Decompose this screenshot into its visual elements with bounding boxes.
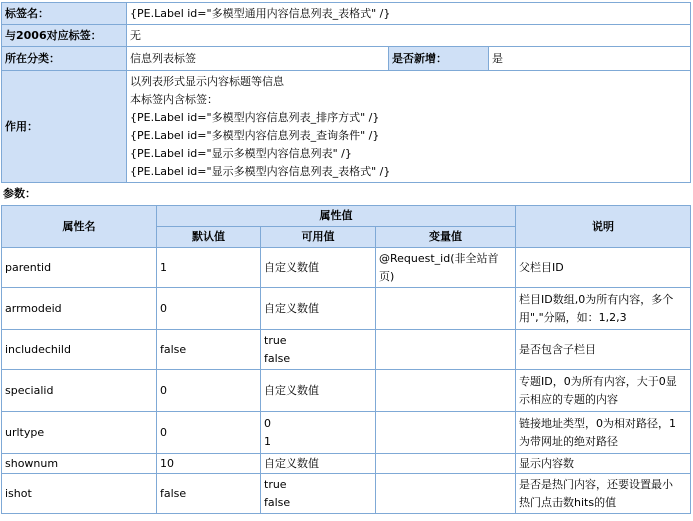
purpose-line: 本标签内含标签： [130, 92, 218, 106]
param-desc-cell-line: 显示内容数 [519, 456, 575, 470]
param-desc-cell [516, 454, 691, 474]
param-name-cell: urltype [2, 412, 157, 454]
param-allowed-cell [261, 288, 376, 330]
param-variable-cell [376, 288, 516, 330]
param-desc-cell-line: 是否包含子栏目 [519, 342, 597, 356]
param-name-cell: shownum [2, 454, 157, 474]
param-row [2, 248, 691, 288]
purpose-label: 作用： [2, 71, 127, 183]
param-allowed-cell-line: 自定义数值 [264, 260, 319, 274]
param-variable-cell [376, 248, 516, 288]
param-allowed-cell [261, 248, 376, 288]
param-allowed-cell [261, 370, 376, 412]
param-row [2, 454, 691, 474]
param-desc-cell-line: 栏目ID数组,0为所有内容，多个 [519, 292, 674, 306]
is-new-label: 是否新增： [389, 47, 489, 71]
category-value: 信息列表标签 [127, 47, 389, 71]
param-desc-cell-line: 是否是热门内容，还要设置最小 [519, 477, 674, 491]
purpose-line: {PE.Label id="多模型内容信息列表_查询条件" /} [130, 128, 380, 142]
compat-tag-value: 无 [127, 25, 691, 47]
tag-name-value: {PE.Label id="多模型通用内容信息列表_表格式" /} [127, 3, 691, 25]
purpose-line: {PE.Label id="显示多模型内容信息列表_表格式" /} [130, 164, 391, 178]
param-desc-cell-line: 用","分隔，如：1,2,3 [519, 310, 627, 324]
param-desc-cell [516, 330, 691, 370]
param-name-cell: ishot [2, 474, 157, 514]
param-variable-cell-line: @Request_id(非全站首 [379, 251, 499, 265]
param-name-cell: includechild [2, 330, 157, 370]
param-variable-cell [376, 412, 516, 454]
param-variable-cell [376, 454, 516, 474]
param-default-cell: 0 [157, 412, 261, 454]
param-allowed-cell-line: true [264, 477, 287, 491]
category-label: 所在分类： [2, 47, 127, 71]
param-desc-cell-line: 示相应的专题的内容 [519, 392, 619, 406]
param-desc-cell-line: 为带网址的绝对路径 [519, 434, 619, 448]
param-default-cell: 1 [157, 248, 261, 288]
tag-info-table [1, 2, 691, 183]
header-value-group: 属性值 [157, 206, 516, 227]
purpose-value [127, 71, 691, 183]
param-row [2, 412, 691, 454]
compat-tag-label: 与2006对应标签： [2, 25, 127, 47]
param-name-cell: specialid [2, 370, 157, 412]
purpose-line: 以列表形式显示内容标题等信息 [130, 74, 284, 88]
param-allowed-cell [261, 330, 376, 370]
param-desc-cell [516, 370, 691, 412]
header-desc: 说明 [516, 206, 691, 248]
param-desc-cell-line: 父栏目ID [519, 260, 564, 274]
purpose-line: {PE.Label id="多模型内容信息列表_排序方式" /} [130, 110, 380, 124]
params-title: 参数： [3, 187, 36, 200]
param-allowed-cell [261, 474, 376, 514]
param-desc-cell [516, 248, 691, 288]
param-name-cell: arrmodeid [2, 288, 157, 330]
params-table [1, 205, 691, 514]
param-allowed-cell-line: 0 [264, 416, 271, 430]
param-allowed-cell-line: 自定义数值 [264, 301, 319, 315]
param-allowed-cell-line: true [264, 333, 287, 347]
param-variable-cell [376, 474, 516, 514]
param-default-cell: false [157, 330, 261, 370]
header-default: 默认值 [157, 227, 261, 248]
tag-name-label: 标签名： [2, 3, 127, 25]
param-desc-cell [516, 412, 691, 454]
param-variable-cell-line: 页) [379, 269, 395, 283]
param-default-cell: 10 [157, 454, 261, 474]
param-desc-cell-line: 热门点击数hits的值 [519, 495, 617, 509]
purpose-line: {PE.Label id="显示多模型内容信息列表" /} [130, 146, 352, 160]
param-desc-cell-line: 链接地址类型，0为相对路径，1 [519, 416, 677, 430]
param-allowed-cell [261, 454, 376, 474]
is-new-value: 是 [489, 47, 691, 71]
param-allowed-cell-line: false [264, 495, 291, 509]
header-allowed: 可用值 [261, 227, 376, 248]
param-desc-cell [516, 474, 691, 514]
header-name: 属性名 [2, 206, 157, 248]
param-variable-cell [376, 370, 516, 412]
param-variable-cell [376, 330, 516, 370]
param-default-cell: 0 [157, 370, 261, 412]
param-default-cell: false [157, 474, 261, 514]
param-allowed-cell [261, 412, 376, 454]
param-desc-cell-line: 专题ID，0为所有内容，大于0显 [519, 374, 677, 388]
param-row [2, 330, 691, 370]
param-default-cell: 0 [157, 288, 261, 330]
param-allowed-cell-line: 1 [264, 434, 271, 448]
param-allowed-cell-line: 自定义数值 [264, 456, 319, 470]
param-desc-cell [516, 288, 691, 330]
param-row [2, 474, 691, 514]
param-row [2, 288, 691, 330]
header-variable: 变量值 [376, 227, 516, 248]
param-allowed-cell-line: 自定义数值 [264, 383, 319, 397]
param-name-cell: parentid [2, 248, 157, 288]
param-row [2, 370, 691, 412]
param-allowed-cell-line: false [264, 351, 291, 365]
